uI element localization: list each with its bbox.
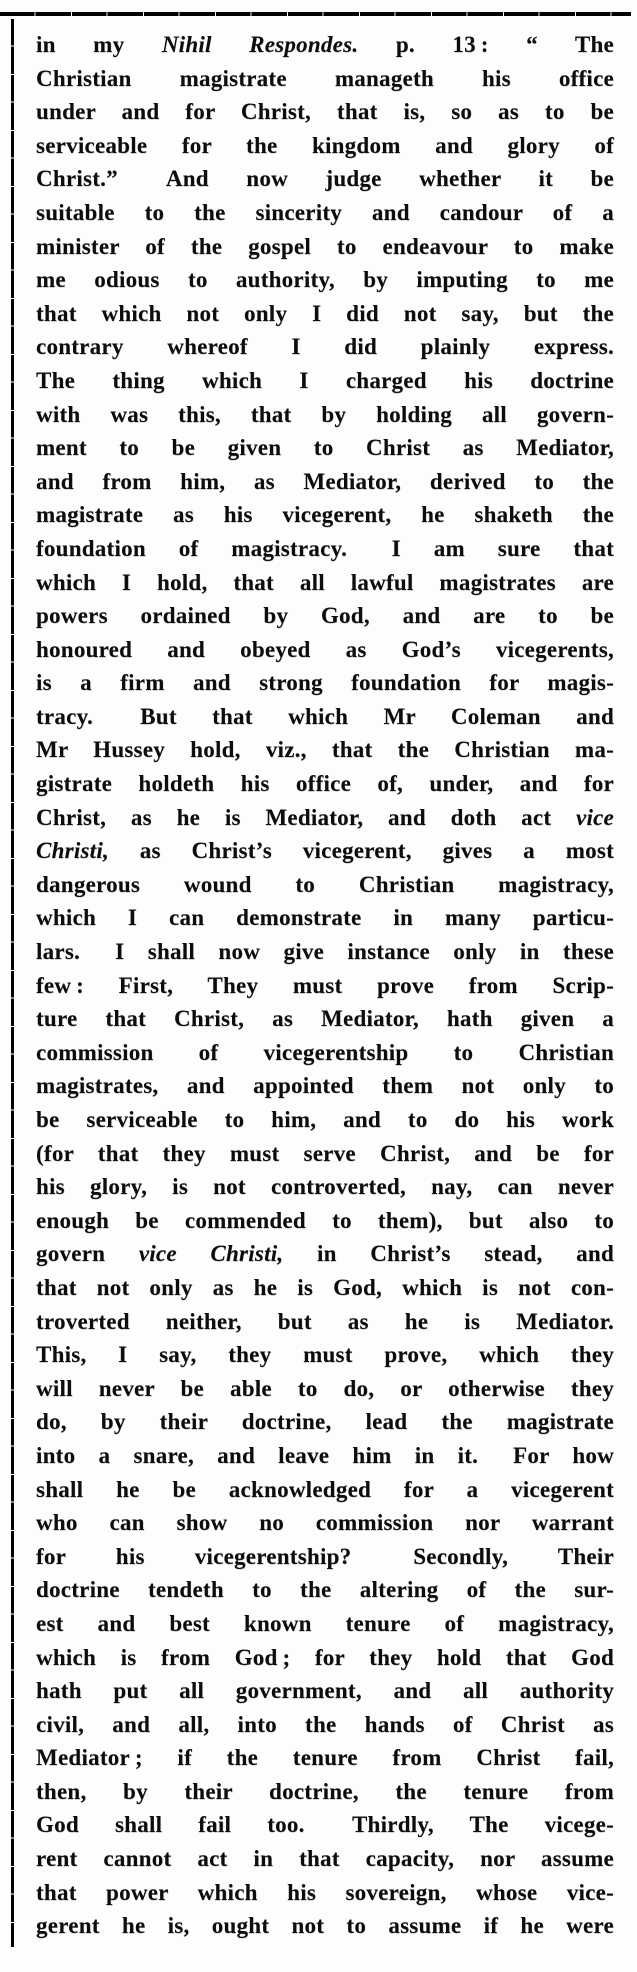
text-line: who can show no commission nor warrant	[36, 1510, 614, 1536]
text-line: into a snare, and leave him in it. For how	[36, 1442, 614, 1468]
text-line: is a firm and strong foundation for magis-	[36, 670, 614, 696]
text-line: then, by their doctrine, the tenure from	[36, 1778, 614, 1804]
text-line: few : First, They must prove from Scrip-	[36, 972, 614, 998]
text-line: contrary whereof I did plainly express.	[36, 334, 614, 360]
text-line: This, I say, they must prove, which they	[36, 1342, 614, 1368]
italic-text-segment: Nihil Respondes.	[161, 32, 359, 57]
text-line: Christian magistrate manageth his office	[36, 65, 614, 91]
text-block	[36, 28, 614, 1943]
text-line: Christ.” And now judge whether it be	[36, 166, 614, 192]
text-line: which I can demonstrate in many particu-	[36, 905, 614, 931]
text-line: foundation of magistracy. I am sure that	[36, 535, 614, 561]
text-line: dangerous wound to Christian magistracy,	[36, 871, 614, 897]
text-line	[36, 834, 614, 868]
text-line: me odious to authority, by imputing to me	[36, 267, 614, 293]
text-segment: p. 13 : “ The	[358, 32, 614, 57]
text-line: hath put all government, and all authority	[36, 1678, 614, 1704]
text-line: ture that Christ, as Mediator, hath given a	[36, 1006, 614, 1032]
text-line: Mediator ; if the tenure from Christ fail,	[36, 1745, 614, 1771]
text-segment: in my	[36, 32, 162, 57]
text-line: The thing which I charged his doctrine	[36, 367, 614, 393]
text-line: enough be commended to them), but also to	[36, 1207, 614, 1233]
text-segment: Christ, as he is Mediator, and doth act	[36, 804, 576, 830]
text-line: for his vicegerentship? Secondly, Their	[36, 1543, 614, 1569]
text-line: ment to be given to Christ as Mediator,	[36, 435, 614, 461]
text-line: magistrates, and appointed them not only to	[36, 1073, 614, 1099]
text-line: which I hold, that all lawful magistrates are	[36, 569, 614, 595]
text-line: lars. I shall now give instance only in these	[36, 939, 614, 965]
text-line: doctrine tendeth to the altering of the sur-	[36, 1577, 614, 1603]
text-segment: in Christ’s stead, and	[283, 1241, 614, 1267]
left-border-rule	[11, 19, 14, 1947]
text-line: which is from God ; for they hold that God	[36, 1644, 614, 1670]
text-line: powers ordained by God, and are to be	[36, 603, 614, 629]
text-line: (for that they must serve Christ, and be for	[36, 1140, 614, 1166]
text-line: under and for Christ, that is, so as to be	[36, 99, 614, 125]
text-line	[36, 1237, 614, 1271]
text-line: rent cannot act in that capacity, nor assume	[36, 1846, 614, 1872]
italic-text-segment: vice	[575, 804, 614, 830]
text-line: honoured and obeyed as God’s vicegerents,	[36, 636, 614, 662]
text-line: his glory, is not controverted, nay, can never	[36, 1174, 614, 1200]
text-line: gistrate holdeth his office of, under, and for	[36, 771, 614, 797]
text-line: minister of the gospel to endeavour to make	[36, 233, 614, 259]
text-line: be serviceable to him, and to do his work	[36, 1107, 614, 1132]
text-line: with was this, that by holding all govern-	[36, 401, 614, 427]
text-line: est and best known tenure of magistracy,	[36, 1610, 614, 1636]
text-line: commission of vicegerentship to Christian	[36, 1039, 614, 1065]
top-border-rule	[0, 12, 631, 16]
text-line: that not only as he is God, which is not con-	[36, 1274, 614, 1300]
text-line: God shall fail too. Thirdly, The vicege-	[36, 1812, 614, 1838]
text-line: that which not only I did not say, but the	[36, 300, 614, 326]
italic-text-segment: vice Christi,	[138, 1241, 284, 1267]
text-line: tracy. But that which Mr Coleman and	[36, 703, 614, 729]
text-line	[36, 801, 614, 835]
text-line: magistrate as his vicegerent, he shaketh the	[36, 502, 614, 528]
italic-text-segment: Christi,	[36, 838, 109, 864]
text-line: serviceable for the kingdom and glory of	[36, 132, 614, 158]
text-line: do, by their doctrine, lead the magistrate	[36, 1409, 614, 1435]
text-line: suitable to the sincerity and candour of a	[36, 199, 614, 225]
text-line: gerent he is, ought not to assume if he were	[36, 1913, 614, 1939]
text-line: civil, and all, into the hands of Christ as	[36, 1711, 614, 1737]
text-line: shall he be acknowledged for a vicegerent	[36, 1476, 614, 1502]
text-segment: as Christ’s vicegerent, gives a most	[108, 838, 614, 864]
text-line: and from him, as Mediator, derived to the	[36, 468, 614, 494]
text-segment: govern	[36, 1241, 139, 1267]
text-line: that power which his sovereign, whose vice-	[36, 1879, 614, 1905]
text-line	[36, 28, 614, 62]
text-line: Mr Hussey hold, viz., that the Christian ma-	[36, 737, 614, 763]
text-line: troverted neither, but as he is Mediator.	[36, 1308, 614, 1334]
text-line: will never be able to do, or otherwise they	[36, 1375, 614, 1401]
